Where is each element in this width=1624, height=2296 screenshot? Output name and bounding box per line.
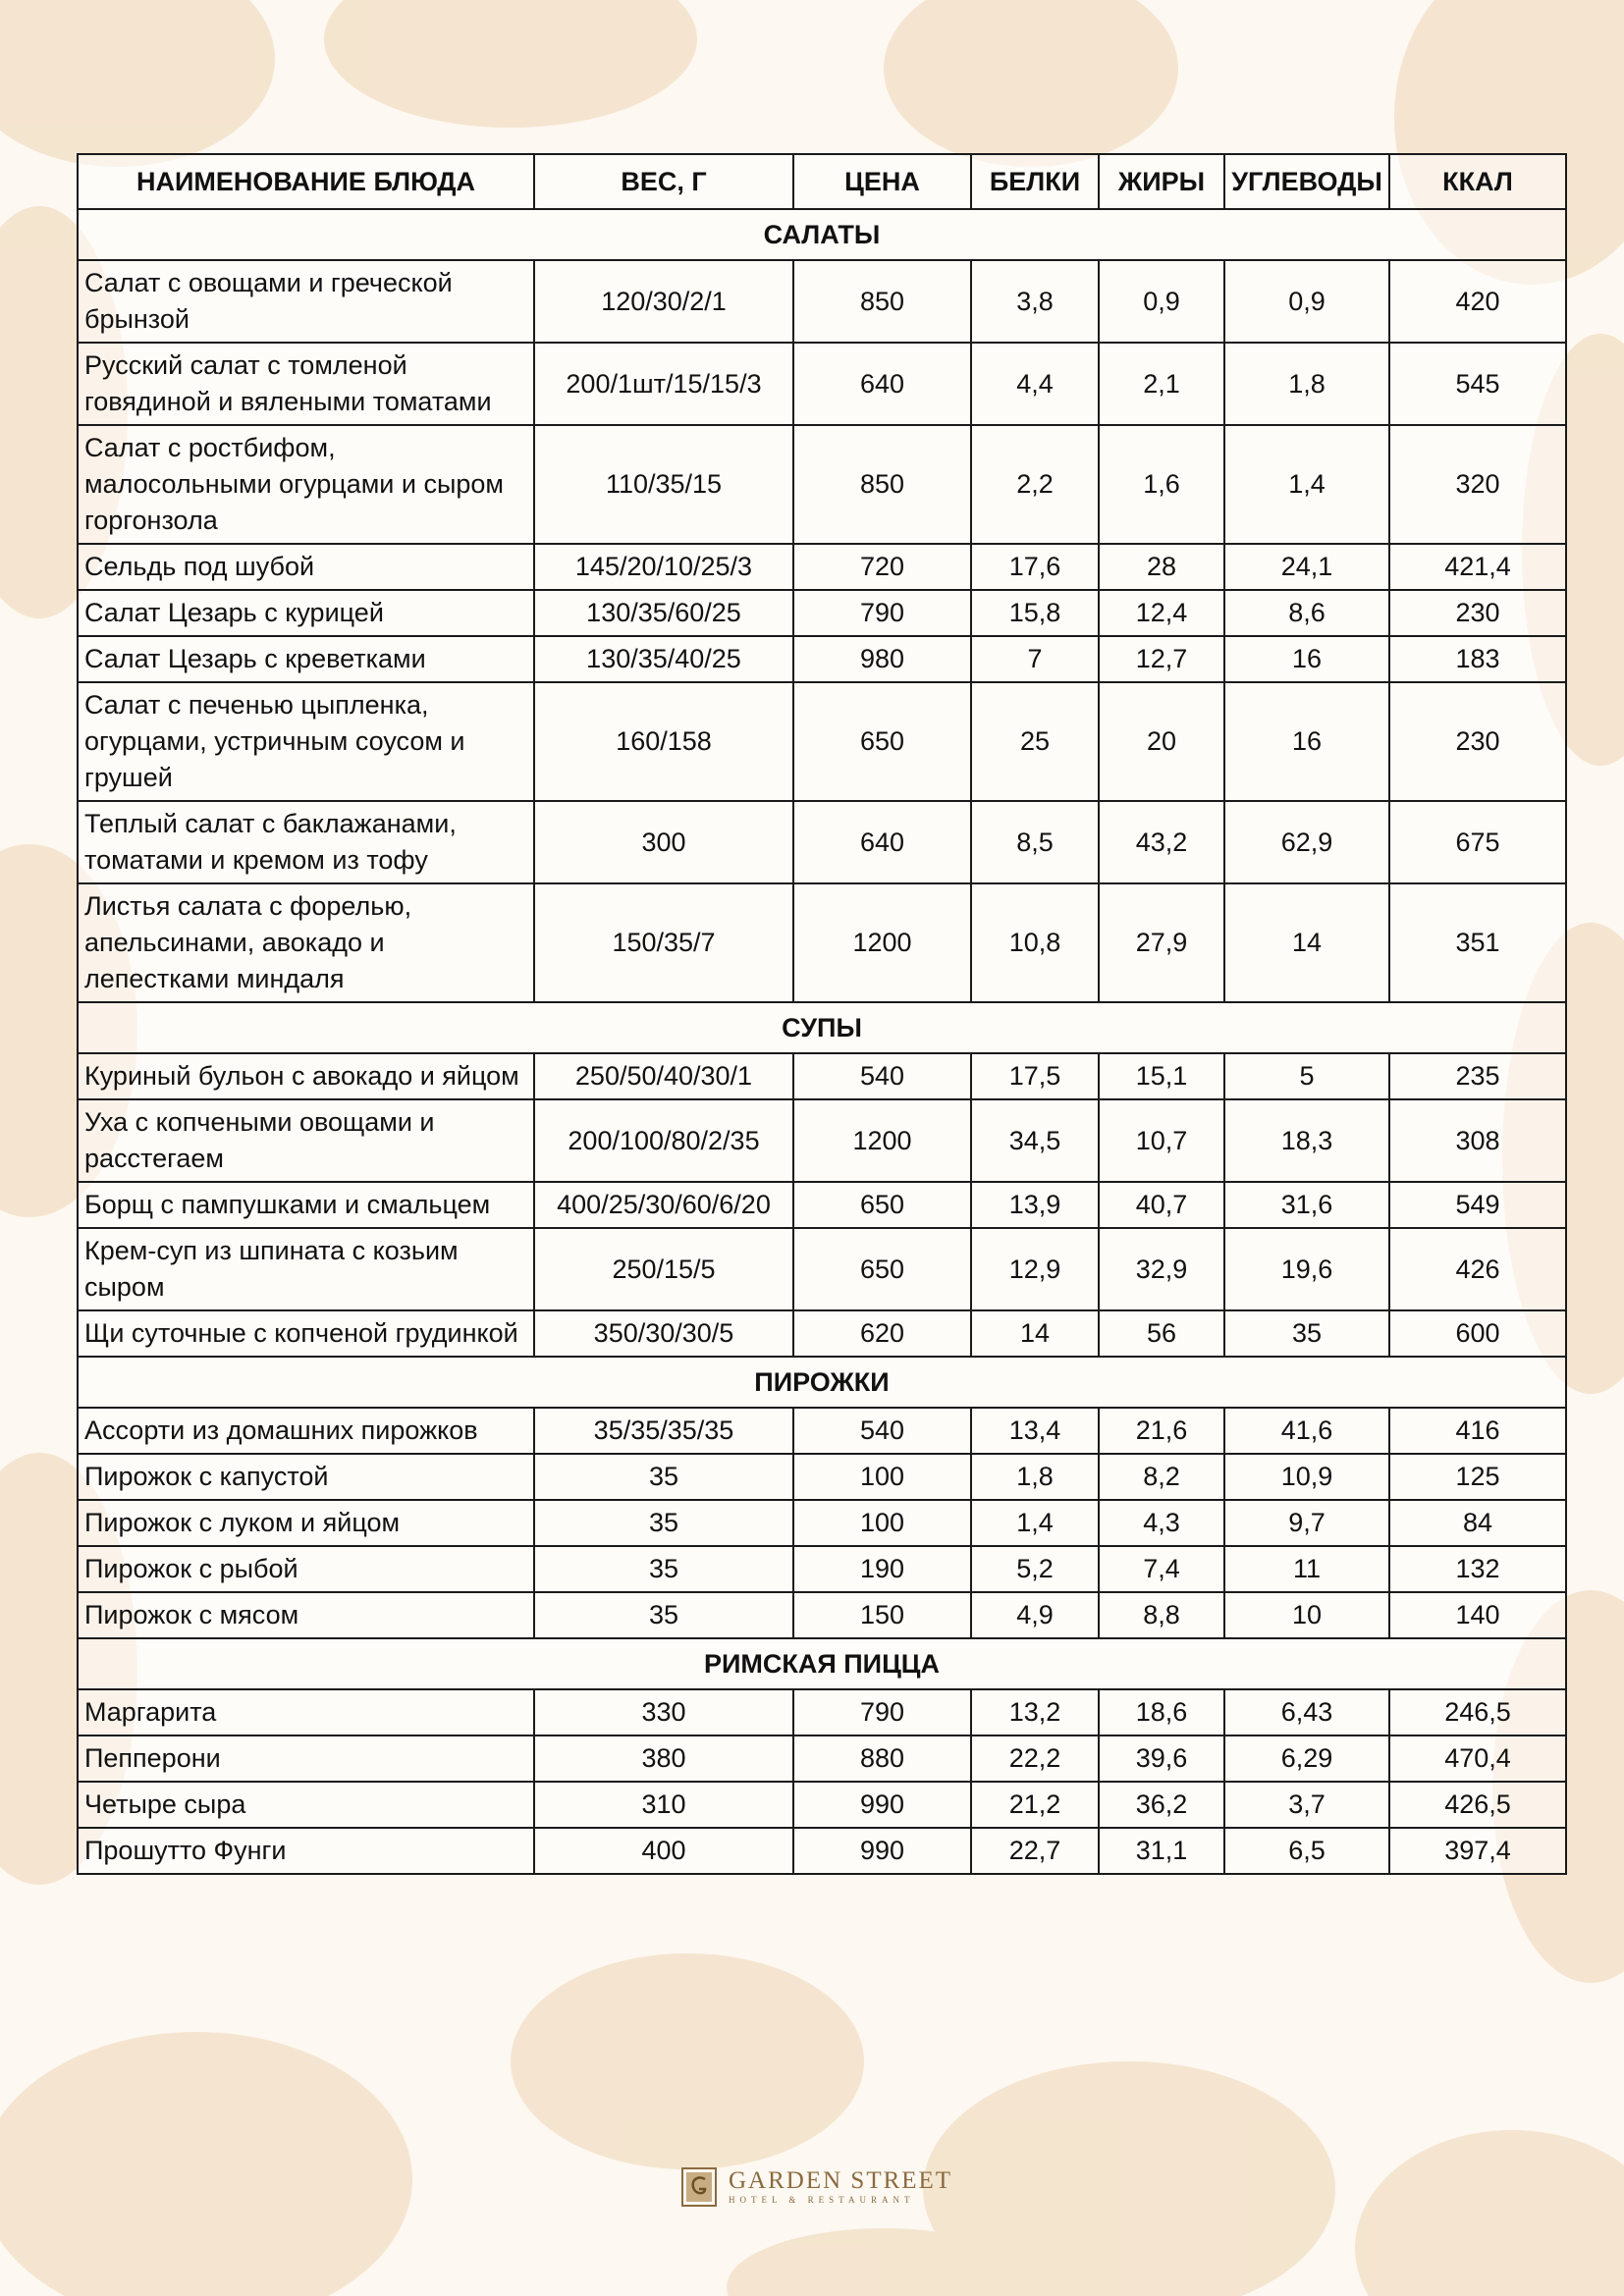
- cell-weight: 300: [534, 801, 793, 883]
- cell-protein: 2,2: [971, 425, 1099, 544]
- cell-protein: 25: [971, 682, 1099, 801]
- cell-protein: 5,2: [971, 1546, 1099, 1592]
- cell-price: 720: [793, 544, 971, 590]
- cell-weight: 145/20/10/25/3: [534, 544, 793, 590]
- cell-price: 540: [793, 1408, 971, 1454]
- table-row: [78, 1828, 1566, 1874]
- cell-protein: 15,8: [971, 590, 1099, 636]
- cell-kcal: 545: [1389, 343, 1566, 425]
- table-header-row: [78, 154, 1566, 209]
- cell-protein: 14: [971, 1310, 1099, 1357]
- cell-carbs: 24,1: [1224, 544, 1389, 590]
- dish-name: Прошутто Фунги: [78, 1828, 534, 1874]
- cell-carbs: 31,6: [1224, 1182, 1389, 1228]
- cell-protein: 13,4: [971, 1408, 1099, 1454]
- cell-fat: 31,1: [1099, 1828, 1224, 1874]
- cell-weight: 35: [534, 1454, 793, 1500]
- dish-name: Крем-суп из шпината с козьим сыром: [78, 1228, 534, 1310]
- cell-weight: 250/15/5: [534, 1228, 793, 1310]
- cell-kcal: 235: [1389, 1053, 1566, 1099]
- cell-price: 1200: [793, 883, 971, 1002]
- cell-price: 850: [793, 425, 971, 544]
- cell-kcal: 351: [1389, 883, 1566, 1002]
- cell-kcal: 125: [1389, 1454, 1566, 1500]
- dish-name: Теплый салат с баклажанами, томатами и кремом из тофу: [78, 801, 534, 883]
- cell-carbs: 19,6: [1224, 1228, 1389, 1310]
- cell-protein: 4,9: [971, 1592, 1099, 1638]
- cell-weight: 35/35/35/35: [534, 1408, 793, 1454]
- cell-weight: 150/35/7: [534, 883, 793, 1002]
- cell-price: 790: [793, 590, 971, 636]
- section-header-row: [78, 1638, 1566, 1689]
- cell-carbs: 3,7: [1224, 1782, 1389, 1828]
- cell-price: 100: [793, 1454, 971, 1500]
- cell-protein: 13,2: [971, 1689, 1099, 1735]
- cell-kcal: 230: [1389, 590, 1566, 636]
- cell-protein: 34,5: [971, 1099, 1099, 1182]
- cell-fat: 1,6: [1099, 425, 1224, 544]
- cell-fat: 4,3: [1099, 1500, 1224, 1546]
- section-title: РИМСКАЯ ПИЦЦА: [78, 1638, 1566, 1689]
- dish-name: Русский салат с томленой говядиной и вялеными томатами: [78, 343, 534, 425]
- cell-protein: 4,4: [971, 343, 1099, 425]
- cell-kcal: 675: [1389, 801, 1566, 883]
- cell-protein: 12,9: [971, 1228, 1099, 1310]
- dish-name: Маргарита: [78, 1689, 534, 1735]
- table-row: [78, 425, 1566, 544]
- cell-carbs: 10,9: [1224, 1454, 1389, 1500]
- table-row: [78, 343, 1566, 425]
- cell-kcal: 426,5: [1389, 1782, 1566, 1828]
- cell-carbs: 1,8: [1224, 343, 1389, 425]
- cell-weight: 160/158: [534, 682, 793, 801]
- dish-name: Листья салата с форелью, апельсинами, авокадо и лепестками миндаля: [78, 883, 534, 1002]
- table-row: [78, 1408, 1566, 1454]
- section-title: СУПЫ: [78, 1002, 1566, 1053]
- cell-price: 1200: [793, 1099, 971, 1182]
- table-row: [78, 883, 1566, 1002]
- section-header-row: [78, 1002, 1566, 1053]
- cell-price: 980: [793, 636, 971, 682]
- cell-protein: 1,4: [971, 1500, 1099, 1546]
- section-header-row: [78, 209, 1566, 260]
- cell-kcal: 308: [1389, 1099, 1566, 1182]
- section-title: ПИРОЖКИ: [78, 1357, 1566, 1408]
- cell-carbs: 0,9: [1224, 260, 1389, 343]
- cell-kcal: 421,4: [1389, 544, 1566, 590]
- cell-protein: 3,8: [971, 260, 1099, 343]
- table-row: [78, 1546, 1566, 1592]
- cell-carbs: 11: [1224, 1546, 1389, 1592]
- col-header-name: НАИМЕНОВАНИЕ БЛЮДА: [78, 154, 534, 209]
- cell-protein: 10,8: [971, 883, 1099, 1002]
- table-row: [78, 1099, 1566, 1182]
- dish-name: Салат Цезарь с креветками: [78, 636, 534, 682]
- cell-price: 640: [793, 801, 971, 883]
- cell-kcal: 416: [1389, 1408, 1566, 1454]
- cell-carbs: 6,43: [1224, 1689, 1389, 1735]
- cell-fat: 20: [1099, 682, 1224, 801]
- cell-carbs: 9,7: [1224, 1500, 1389, 1546]
- cell-fat: 12,7: [1099, 636, 1224, 682]
- cell-protein: 22,2: [971, 1735, 1099, 1782]
- cell-price: 790: [793, 1689, 971, 1735]
- cell-weight: 110/35/15: [534, 425, 793, 544]
- cell-fat: 32,9: [1099, 1228, 1224, 1310]
- cell-weight: 120/30/2/1: [534, 260, 793, 343]
- cell-kcal: 320: [1389, 425, 1566, 544]
- monogram-emblem-icon: [681, 2167, 717, 2207]
- cell-carbs: 16: [1224, 682, 1389, 801]
- table-row: [78, 590, 1566, 636]
- cell-protein: 1,8: [971, 1454, 1099, 1500]
- cell-protein: 13,9: [971, 1182, 1099, 1228]
- table-row: [78, 1228, 1566, 1310]
- table-row: [78, 1182, 1566, 1228]
- table-row: [78, 1500, 1566, 1546]
- cell-weight: 310: [534, 1782, 793, 1828]
- cell-kcal: 183: [1389, 636, 1566, 682]
- table-row: [78, 682, 1566, 801]
- cell-fat: 18,6: [1099, 1689, 1224, 1735]
- cell-fat: 2,1: [1099, 343, 1224, 425]
- logo-brand: GARDEN STREET: [729, 2167, 953, 2194]
- cell-protein: 17,5: [971, 1053, 1099, 1099]
- table-row: [78, 1454, 1566, 1500]
- cell-kcal: 397,4: [1389, 1828, 1566, 1874]
- cell-kcal: 84: [1389, 1500, 1566, 1546]
- cell-fat: 56: [1099, 1310, 1224, 1357]
- cell-weight: 200/1шт/15/15/3: [534, 343, 793, 425]
- cell-kcal: 420: [1389, 260, 1566, 343]
- cell-carbs: 18,3: [1224, 1099, 1389, 1182]
- dish-name: Пирожок с луком и яйцом: [78, 1500, 534, 1546]
- cell-fat: 8,8: [1099, 1592, 1224, 1638]
- cell-carbs: 10: [1224, 1592, 1389, 1638]
- cell-weight: 400: [534, 1828, 793, 1874]
- cell-price: 990: [793, 1828, 971, 1874]
- dish-name: Пирожок с мясом: [78, 1592, 534, 1638]
- cell-price: 620: [793, 1310, 971, 1357]
- col-header-protein: БЕЛКИ: [971, 154, 1099, 209]
- table-row: [78, 260, 1566, 343]
- cell-price: 540: [793, 1053, 971, 1099]
- cell-kcal: 470,4: [1389, 1735, 1566, 1782]
- cell-carbs: 14: [1224, 883, 1389, 1002]
- dish-name: Щи суточные с копченой грудинкой: [78, 1310, 534, 1357]
- table-row: [78, 1592, 1566, 1638]
- cell-kcal: 549: [1389, 1182, 1566, 1228]
- col-header-carbs: УГЛЕВОДЫ: [1224, 154, 1389, 209]
- cell-protein: 17,6: [971, 544, 1099, 590]
- cell-kcal: 230: [1389, 682, 1566, 801]
- cell-carbs: 5: [1224, 1053, 1389, 1099]
- cell-price: 880: [793, 1735, 971, 1782]
- cell-protein: 7: [971, 636, 1099, 682]
- table-row: [78, 1689, 1566, 1735]
- cell-weight: 350/30/30/5: [534, 1310, 793, 1357]
- cell-price: 190: [793, 1546, 971, 1592]
- cell-price: 100: [793, 1500, 971, 1546]
- menu-sheet: [77, 153, 1565, 1875]
- cell-weight: 130/35/40/25: [534, 636, 793, 682]
- cell-kcal: 246,5: [1389, 1689, 1566, 1735]
- col-header-weight: ВЕС, Г: [534, 154, 793, 209]
- cell-price: 650: [793, 1182, 971, 1228]
- dish-name: Пирожок с капустой: [78, 1454, 534, 1500]
- table-row: [78, 801, 1566, 883]
- cell-carbs: 16: [1224, 636, 1389, 682]
- cell-kcal: 140: [1389, 1592, 1566, 1638]
- cell-carbs: 1,4: [1224, 425, 1389, 544]
- dish-name: Салат Цезарь с курицей: [78, 590, 534, 636]
- cell-weight: 330: [534, 1689, 793, 1735]
- col-header-fat: ЖИРЫ: [1099, 154, 1224, 209]
- cell-weight: 35: [534, 1500, 793, 1546]
- dish-name: Ассорти из домашних пирожков: [78, 1408, 534, 1454]
- table-row: [78, 636, 1566, 682]
- cell-weight: 250/50/40/30/1: [534, 1053, 793, 1099]
- cell-kcal: 132: [1389, 1546, 1566, 1592]
- cell-price: 150: [793, 1592, 971, 1638]
- section-header-row: [78, 1357, 1566, 1408]
- dish-name: Борщ с пампушками и смальцем: [78, 1182, 534, 1228]
- cell-fat: 7,4: [1099, 1546, 1224, 1592]
- table-row: [78, 1053, 1566, 1099]
- dish-name: Салат с ростбифом, малосольными огурцами и сыром горгонзола: [78, 425, 534, 544]
- cell-weight: 380: [534, 1735, 793, 1782]
- cell-fat: 39,6: [1099, 1735, 1224, 1782]
- cell-protein: 22,7: [971, 1828, 1099, 1874]
- cell-fat: 10,7: [1099, 1099, 1224, 1182]
- dish-name: Пепперони: [78, 1735, 534, 1782]
- section-title: САЛАТЫ: [78, 209, 1566, 260]
- cell-weight: 35: [534, 1546, 793, 1592]
- table-row: [78, 544, 1566, 590]
- cell-fat: 27,9: [1099, 883, 1224, 1002]
- dish-name: Уха с копчеными овощами и расстегаем: [78, 1099, 534, 1182]
- dish-name: Салат с печенью цыпленка, огурцами, устричным соусом и грушей: [78, 682, 534, 801]
- cell-price: 650: [793, 682, 971, 801]
- cell-weight: 35: [534, 1592, 793, 1638]
- table-row: [78, 1782, 1566, 1828]
- table-row: [78, 1735, 1566, 1782]
- cell-fat: 8,2: [1099, 1454, 1224, 1500]
- cell-carbs: 35: [1224, 1310, 1389, 1357]
- cell-protein: 21,2: [971, 1782, 1099, 1828]
- col-header-price: ЦЕНА: [793, 154, 971, 209]
- cell-weight: 200/100/80/2/35: [534, 1099, 793, 1182]
- cell-price: 650: [793, 1228, 971, 1310]
- cell-fat: 28: [1099, 544, 1224, 590]
- cell-price: 990: [793, 1782, 971, 1828]
- nutrition-table: [77, 153, 1567, 1875]
- cell-carbs: 8,6: [1224, 590, 1389, 636]
- cell-fat: 12,4: [1099, 590, 1224, 636]
- logo-subtitle: HOTEL & RESTAURANT: [729, 2195, 915, 2205]
- cell-carbs: 62,9: [1224, 801, 1389, 883]
- dish-name: Куриный бульон с авокадо и яйцом: [78, 1053, 534, 1099]
- cell-weight: 400/25/30/60/6/20: [534, 1182, 793, 1228]
- cell-fat: 43,2: [1099, 801, 1224, 883]
- dish-name: Салат с овощами и греческой брынзой: [78, 260, 534, 343]
- cell-carbs: 6,5: [1224, 1828, 1389, 1874]
- cell-fat: 36,2: [1099, 1782, 1224, 1828]
- dish-name: Пирожок с рыбой: [78, 1546, 534, 1592]
- cell-weight: 130/35/60/25: [534, 590, 793, 636]
- cell-price: 850: [793, 260, 971, 343]
- cell-carbs: 41,6: [1224, 1408, 1389, 1454]
- cell-kcal: 426: [1389, 1228, 1566, 1310]
- cell-carbs: 6,29: [1224, 1735, 1389, 1782]
- cell-fat: 40,7: [1099, 1182, 1224, 1228]
- col-header-kcal: ККАЛ: [1389, 154, 1566, 209]
- cell-protein: 8,5: [971, 801, 1099, 883]
- table-row: [78, 1310, 1566, 1357]
- cell-fat: 15,1: [1099, 1053, 1224, 1099]
- cell-kcal: 600: [1389, 1310, 1566, 1357]
- dish-name: Четыре сыра: [78, 1782, 534, 1828]
- cell-fat: 0,9: [1099, 260, 1224, 343]
- cell-price: 640: [793, 343, 971, 425]
- garden-street-logo: [681, 2167, 952, 2207]
- cell-fat: 21,6: [1099, 1408, 1224, 1454]
- dish-name: Сельдь под шубой: [78, 544, 534, 590]
